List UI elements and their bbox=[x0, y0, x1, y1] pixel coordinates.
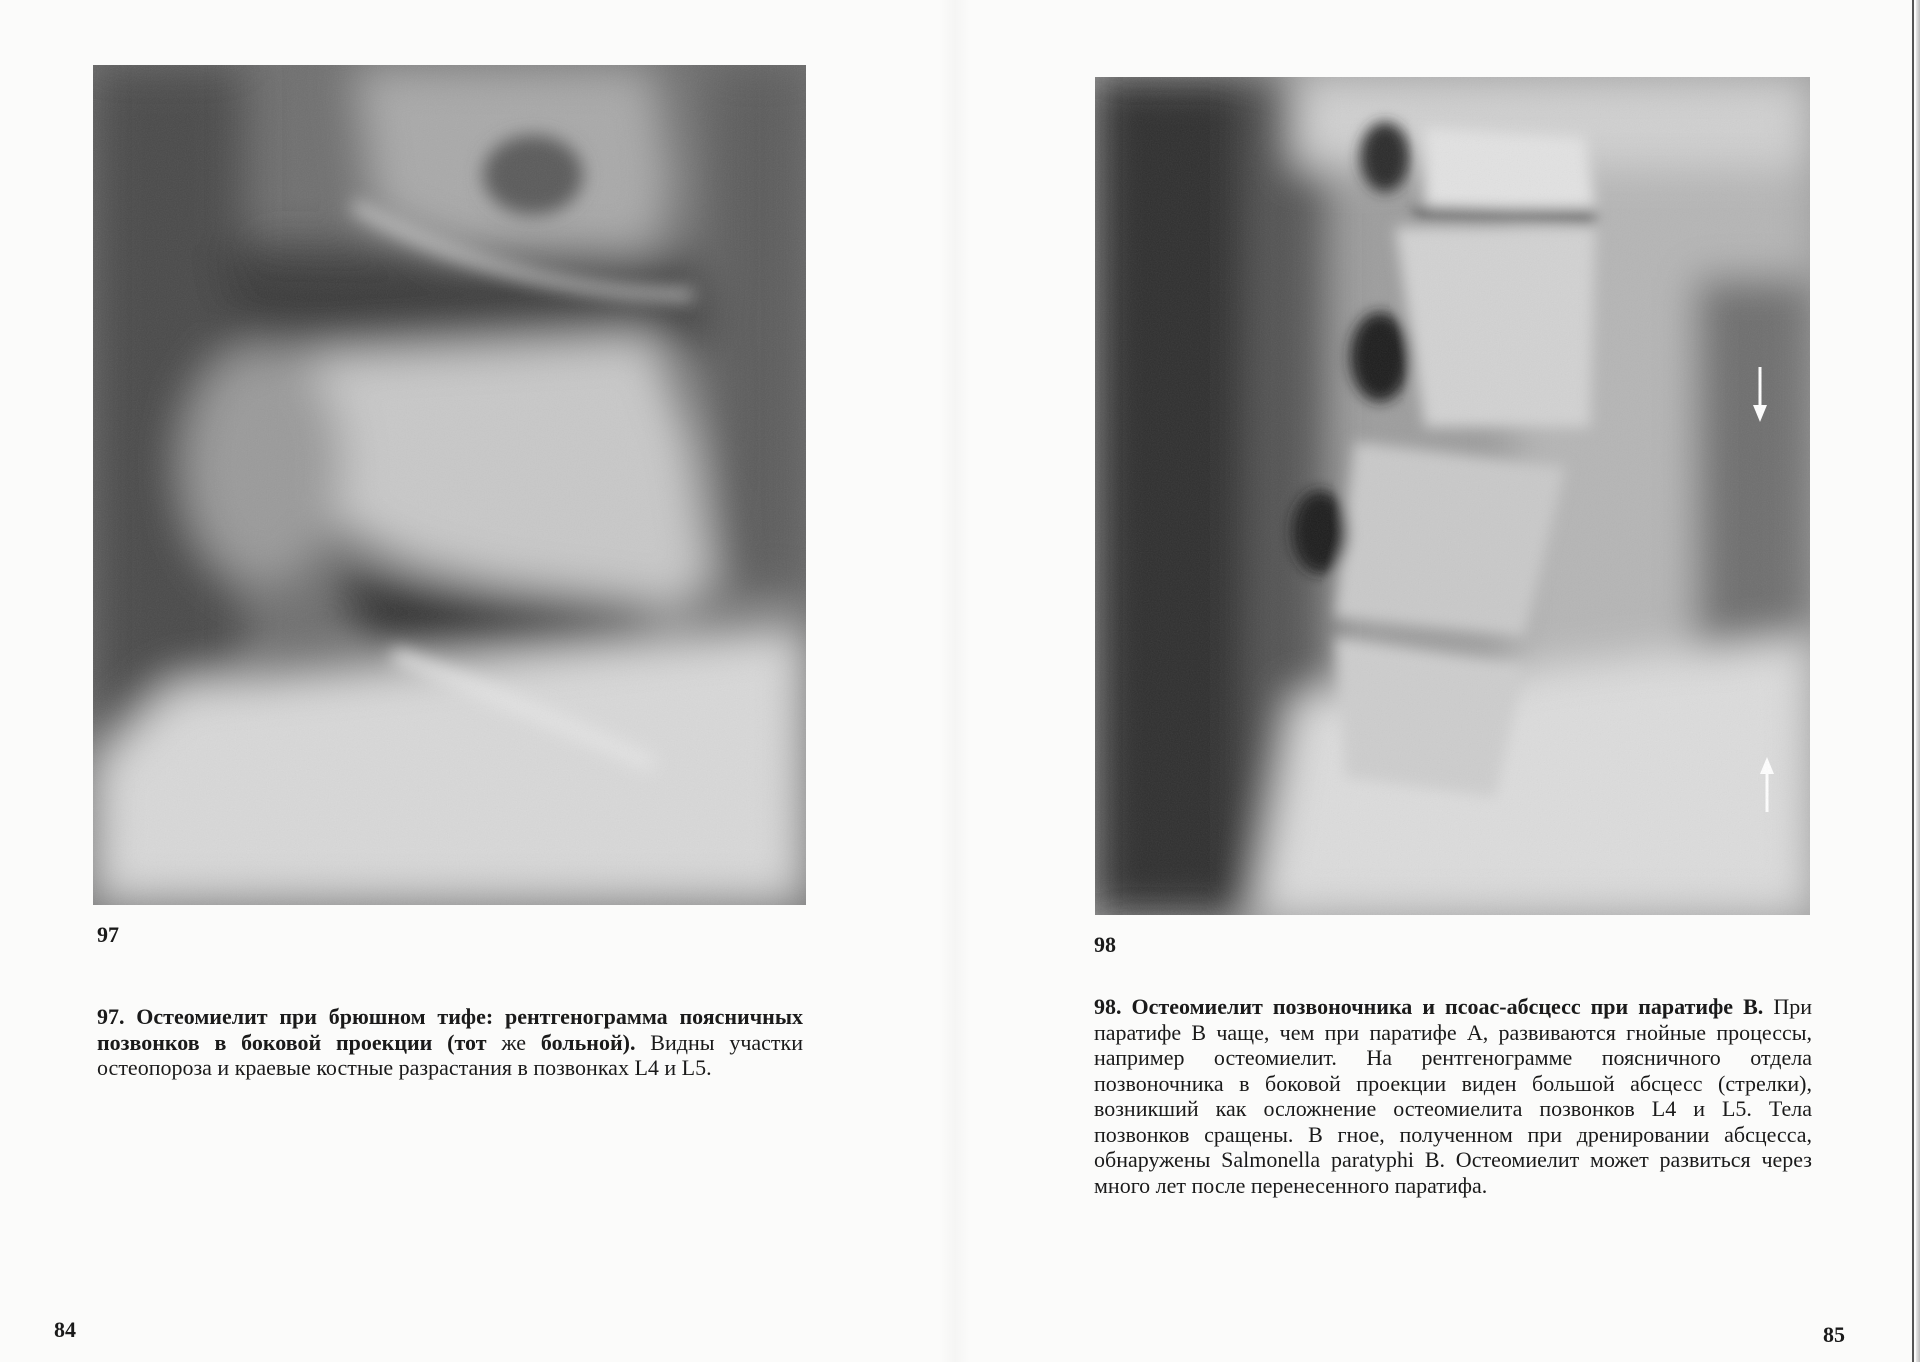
page-edge-line bbox=[1912, 0, 1914, 1362]
caption-97-normal-1: же bbox=[486, 1029, 541, 1055]
xray-figure-98 bbox=[1095, 77, 1810, 915]
right-page bbox=[955, 0, 1920, 1362]
xray-image-98 bbox=[1095, 77, 1810, 915]
caption-97-bold: 97. Остеомиелит при брюшном тифе: рентгенограмма поясничных позвонков в боковой проекции (тот bbox=[97, 1004, 803, 1055]
left-page bbox=[0, 0, 955, 1362]
page-number-left: 84 bbox=[54, 1317, 76, 1342]
caption-98-normal: При паратифе В чаще, чем при паратифе А, развиваются гнойные процессы, например остеомиелит. На рентгенограмме поясничного отдела позвоночника в боковой проекции виден большой абсцесс (стрелки), возникший как осложнение остеомиелита позвонков L4 и L5. Тела позвонков сращены. В гное, полученном при дренировании абсцесса, обнаружены Salmonella paratyphi В. Остеомиелит может развиться через много лет после перенесенного паратифа. bbox=[1094, 994, 1812, 1198]
xray-image-97 bbox=[93, 65, 806, 905]
caption-98 bbox=[1094, 994, 1812, 1198]
page-edge-shadow bbox=[1916, 0, 1920, 1362]
figure-number-98: 98 bbox=[1094, 932, 1116, 957]
xray-figure-97 bbox=[93, 65, 806, 905]
figure-number-97: 97 bbox=[97, 922, 119, 947]
caption-97 bbox=[97, 1004, 803, 1081]
page-number-right: 85 bbox=[1823, 1322, 1845, 1347]
caption-97-normal-2: Видны участки остеопороза и краевые костные разрастания в позвонках L4 и L5. bbox=[97, 1029, 803, 1080]
caption-98-bold: 98. Остеомиелит позвоночника и псоас-абсцесс при паратифе В. bbox=[1094, 994, 1764, 1019]
caption-97-bold-2: больной). bbox=[540, 1029, 636, 1055]
